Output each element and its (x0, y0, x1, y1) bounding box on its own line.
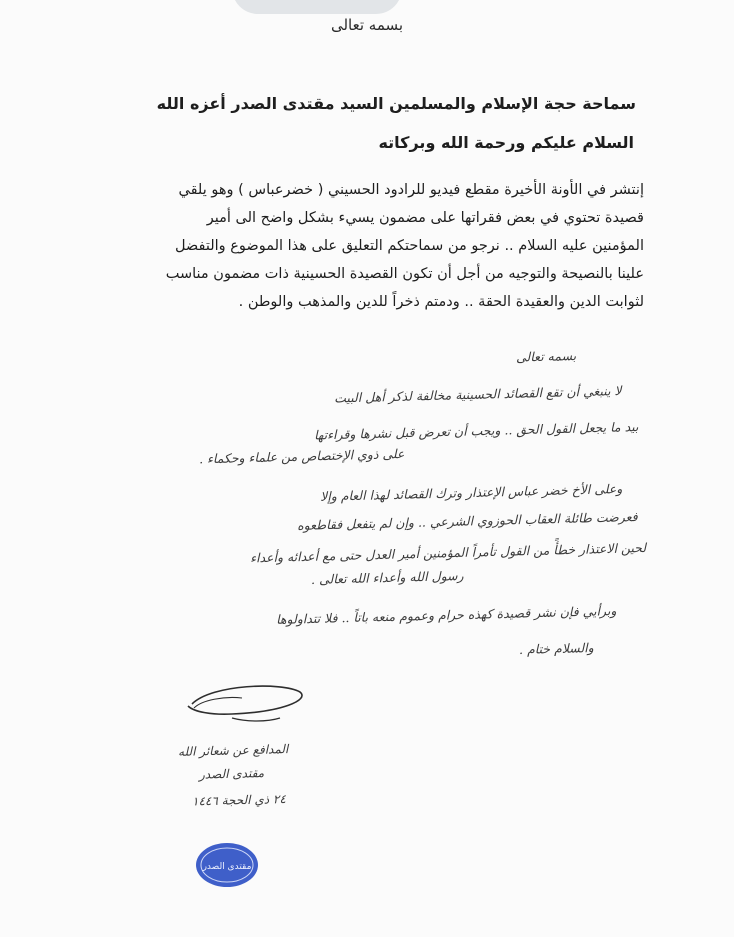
reply-line: فعرضت طائلة العقاب الحوزوي الشرعي .. وإن لم يتفعل فقاطعوه (297, 509, 639, 533)
reply-line: على ذوي الإختصاص من علماء وحكماء . (198, 446, 405, 467)
reply-line: بيد ما يجعل القول الحق .. ويجب أن تعرض قبل نشرها وقراءتها (313, 419, 639, 443)
signature-title: المدافع عن شعائر الله (177, 742, 289, 759)
reply-line: لحين الاعتذار خطأً من القول تأمراً المؤمنين أمير العدل حتى مع أعدائه وأعداء (249, 540, 647, 566)
reply-line: وبرأيي فإن نشر قصيدة كهذه حرام وعموم منعه باتاً .. فلا تتداولوها (275, 603, 617, 627)
signature-date: ٢٤ ذي الحجة ١٤٤٦ (192, 792, 287, 809)
salutation-line: سماحة حجة الإسلام والمسلمين السيد مقتدى الصدر أعزه الله (156, 94, 636, 113)
svg-text:مقتدى الصدر: مقتدى الصدر (202, 862, 252, 872)
signature-scribble (172, 678, 312, 738)
reply-closing: والسلام ختام . (519, 640, 595, 657)
signature-name: مقتدى الصدر (198, 766, 265, 782)
question-line: المؤمنين عليه السلام .. نرجو من سماحتكم التعليق على هذا الموضوع والتفضل (174, 238, 644, 254)
basmala-heading: بسمه تعالى (330, 16, 404, 34)
question-line: لثوابت الدين والعقيدة الحقة .. ودمتم ذخراً للدين والمذهب والوطن . (238, 294, 644, 310)
seal-stamp (193, 840, 261, 890)
reply-basmala: بسمه تعالى (515, 348, 577, 365)
question-line: قصيدة تحتوي في بعض فقراتها على مضمون يسيء بشكل واضح الى أمير (206, 210, 644, 226)
reply-line: رسول الله وأعداء الله تعالى . (311, 568, 465, 587)
greeting-line: السلام عليكم ورحمة الله وبركاته (378, 133, 634, 152)
reply-line: وعلى الأخ خضر عباس الإعتذار وترك القصائد لهذا العام وإلا (319, 481, 623, 504)
question-line: إنتشر في الأونة الأخيرة مقطع فيديو للرادود الحسيني ( خضرعباس ) وهو يلقي (178, 182, 644, 198)
reply-line: لا ينبغي أن تقع القصائد الحسينية مخالفة لذكر أهل البيت (334, 383, 623, 406)
question-line: علينا بالنصيحة والتوجيه من أجل أن تكون القصيدة الحسينية ذات مضمون مناسب (165, 266, 644, 282)
letterhead-emblem (232, 0, 402, 14)
